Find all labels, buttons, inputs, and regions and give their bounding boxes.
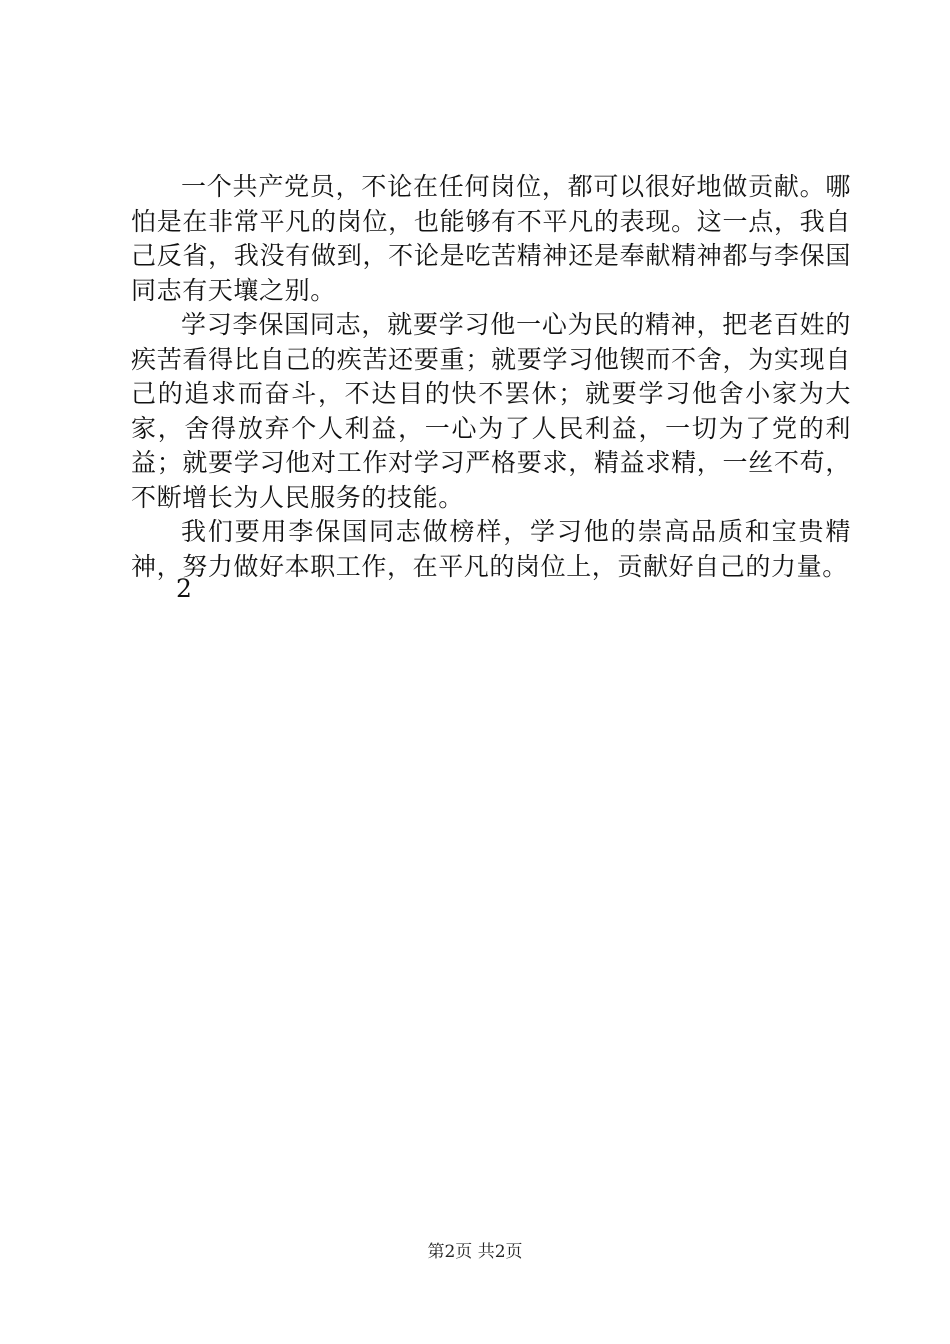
paragraph-1: 一个共产党员，不论在任何岗位，都可以很好地做贡献。哪怕是在非常平凡的岗位，也能够有不平凡的表现。这一点，我自己反省，我没有做到，不论是吃苦精神还是奉献精神都与李保国同志有天壤之别。 (131, 172, 851, 305)
page-number-marker: 2 (176, 574, 192, 603)
body-text (131, 170, 851, 584)
paragraph-3: 我们要用李保国同志做榜样，学习他的崇高品质和宝贵精神，努力做好本职工作，在平凡的岗位上，贡献好自己的力量。 (131, 517, 851, 581)
paragraph-2: 学习李保国同志，就要学习他一心为民的精神，把老百姓的疾苦看得比自己的疾苦还要重；就要学习他锲而不舍，为实现自己的追求而奋斗，不达目的快不罢休；就要学习他舍小家为大家，舍得放弃个人利益，一心为了人民利益，一切为了党的利益；就要学习他对工作对学习严格要求，精益求精，一丝不苟，不断增长为人民服务的技能。 (131, 310, 851, 512)
page-footer: 第2页 共2页 (427, 1242, 523, 1262)
